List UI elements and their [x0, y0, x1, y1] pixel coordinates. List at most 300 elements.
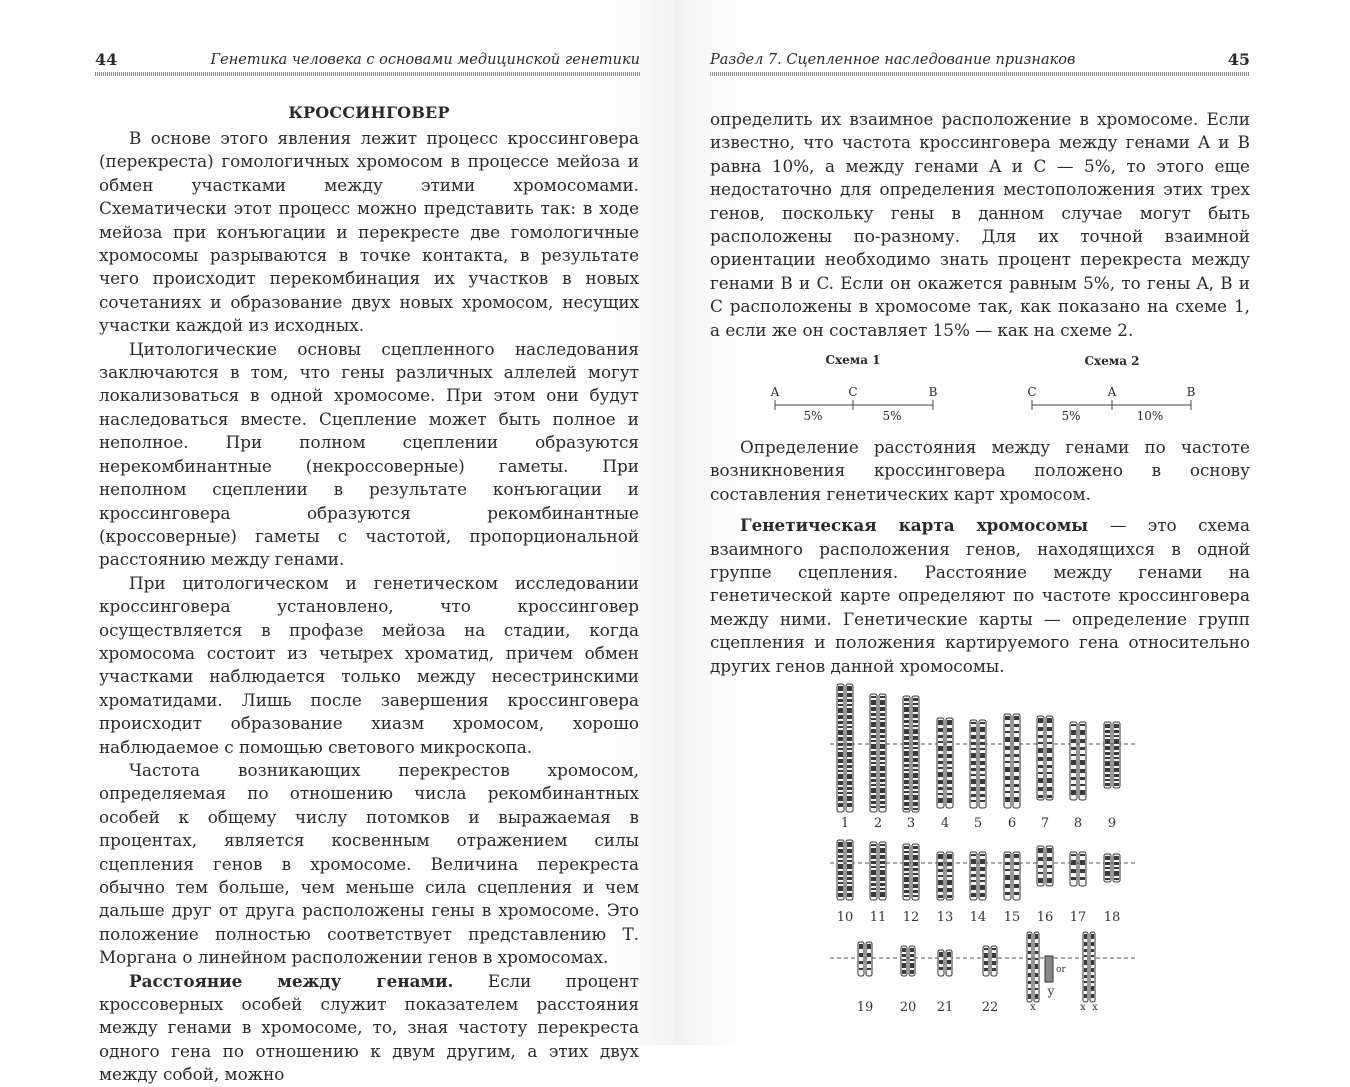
chromosome-band	[913, 877, 918, 882]
chromosome-band	[1035, 958, 1038, 960]
chromosome-band	[847, 849, 852, 853]
chromosome-band	[847, 752, 852, 757]
paragraph: определить их взаимное расположение в хромосоме. Если известно, что частота кроссинговера между генами A и B равна 10%, а между генами A и C — 5%, то этого еще недостаточно для определения местоположения этих трех генов, поскольку гены в данном случае могут быть расположены по-разному. Для их точной взаимной ориентации необходимо знать процент перекреста между генами B и C. Если он окажется равным 5%, то гены A, B и C расположены в хромосоме так, как показано на схеме 1, а если же он составляет 15% — как на схеме 2.	[710, 109, 1250, 340]
chromosome-band	[913, 851, 918, 853]
chromosome-band	[1071, 754, 1076, 756]
chromosome-band	[1071, 724, 1076, 726]
chromosome-band	[910, 963, 914, 968]
chromosome-band	[913, 751, 918, 756]
chromosome-band	[1084, 986, 1087, 991]
chromosome-band	[913, 729, 918, 734]
chromosome-band	[838, 871, 843, 875]
chromosome-band	[913, 873, 918, 875]
chromosome-number: 22	[981, 1000, 999, 1015]
chromosome-number: 16	[1036, 910, 1054, 925]
chromosome-band	[971, 867, 976, 871]
chromosome-band	[1084, 994, 1087, 998]
chromosome-band	[902, 963, 906, 968]
chromosome-band	[971, 859, 976, 864]
chromosome-band	[1028, 981, 1031, 984]
chromosome-band	[971, 727, 976, 732]
chromosome-band	[947, 798, 952, 803]
chromosome-band	[880, 744, 885, 749]
chromosome-band	[1047, 778, 1052, 783]
gene-label: C	[1027, 385, 1037, 399]
chromosome-group	[837, 684, 1120, 1002]
right-running-title: Раздел 7. Сцепленное наследование признаков	[710, 52, 1076, 68]
chromosome-band	[1005, 737, 1010, 742]
chromosome-band	[1005, 784, 1010, 787]
chromosome-band	[1091, 949, 1094, 952]
chromosome-band	[1114, 724, 1119, 728]
chromosome-band	[880, 883, 885, 886]
chromosome-band	[913, 802, 918, 806]
chromosome-band	[871, 806, 876, 808]
chromosome-band	[871, 740, 876, 742]
chromosome-band	[871, 718, 876, 720]
chromosome-pair	[858, 942, 872, 976]
karyotype-svg	[830, 678, 1150, 1018]
chromosome-band	[913, 780, 918, 784]
chromosome-band	[913, 707, 918, 712]
chromosome-band	[1114, 862, 1119, 865]
paragraph-rest: Если процент кроссоверных особей служит показателем расстояния между генами в хромосоме, то, зная частоту перекреста одного гена по отношению к двум другим, а этих двух между собой, можно	[99, 970, 639, 1085]
chromosome-band	[947, 767, 952, 769]
chromosome-band	[938, 862, 943, 866]
chromosome-band	[904, 855, 909, 860]
chromosome-band	[992, 968, 996, 971]
chromosome-band	[1038, 878, 1043, 883]
chromosome-band	[1014, 854, 1019, 858]
scheme-title: Схема 2	[1084, 354, 1140, 368]
chromosome-pair	[1037, 846, 1053, 886]
chromosome-band	[1114, 856, 1119, 860]
chromosome-band	[838, 737, 843, 741]
left-running-title: Генетика человека с основами медицинской генетики	[210, 52, 640, 68]
chromosome-band	[980, 735, 985, 739]
chromosome-band	[904, 873, 909, 875]
chromosome-band	[947, 780, 952, 784]
chromosome-band	[992, 948, 996, 950]
term-bold: Генетическая карта хромосомы	[740, 515, 1089, 536]
chromosome-band	[1084, 934, 1087, 939]
chromosome-band	[847, 743, 852, 746]
chromosome-band	[947, 952, 951, 957]
chromosome-band	[880, 795, 885, 799]
chromosome-band	[971, 735, 976, 739]
chromosome-band	[847, 730, 852, 735]
chromosome-pair	[1104, 854, 1120, 882]
chromosome-band	[913, 747, 918, 749]
chromosome-band	[904, 780, 909, 784]
chromosome-band	[880, 713, 885, 716]
chromosome-band	[904, 707, 909, 712]
chromosome-band	[1038, 718, 1043, 723]
right-page-number: 45	[1227, 50, 1250, 69]
chromosome-band	[913, 698, 918, 701]
chromosome-band	[984, 953, 988, 958]
chromosome-pair	[1070, 722, 1086, 800]
chromosome-band	[904, 758, 909, 762]
chromosome-band	[1080, 739, 1085, 743]
y-chromosome	[1045, 956, 1053, 982]
chromosome-number: 18	[1103, 910, 1121, 925]
chromosome-band	[980, 874, 985, 877]
chromosome-band	[838, 855, 843, 858]
chromosome-band	[1105, 768, 1110, 772]
chromosome-band	[1035, 981, 1038, 984]
chromosome-band	[902, 954, 906, 957]
chromosome-band	[871, 744, 876, 749]
chromosome-number: 19	[856, 1000, 874, 1015]
chromosome-band	[1047, 878, 1052, 883]
chromosome-band	[871, 766, 876, 771]
chromosome-band	[1038, 857, 1043, 861]
chromosome-band	[847, 693, 852, 697]
chromosome-band	[947, 854, 952, 859]
chromosome-band	[980, 742, 985, 745]
sex-chromosome-x	[1027, 932, 1039, 1002]
chromosome-band	[847, 787, 852, 790]
chromosome-band	[947, 895, 952, 898]
chromosome-band	[871, 735, 876, 738]
chromosome-band	[838, 704, 843, 706]
chromosome-band	[838, 770, 843, 772]
chromosome-band	[913, 773, 918, 778]
chromosome-band	[1105, 761, 1110, 766]
chromosome-band	[1035, 964, 1038, 969]
chromosome-band	[1105, 867, 1110, 869]
chromosome-band	[938, 880, 943, 885]
chromosome-band	[904, 698, 909, 701]
chromosome-band	[1038, 727, 1043, 731]
chromosome-band	[1005, 862, 1010, 865]
chromosome-band	[847, 759, 852, 763]
chromosome-band	[980, 854, 985, 856]
chromosome-band	[1091, 975, 1094, 978]
gene-label: C	[848, 385, 858, 399]
chromosome-band	[971, 748, 976, 750]
chromosome-band	[1038, 772, 1043, 774]
chromosome-band	[847, 855, 852, 858]
chromosome-band	[1047, 757, 1052, 761]
chromosome-band	[880, 855, 885, 859]
chromosome-band	[838, 842, 843, 847]
chromosome-pair	[970, 852, 986, 900]
chromosome-band	[847, 882, 852, 884]
chromosome-band	[1105, 856, 1110, 860]
chromosome-band	[992, 961, 996, 965]
chromosome-band	[947, 960, 951, 964]
right-page-text-lower	[710, 436, 1250, 678]
chromosome-band	[947, 875, 952, 877]
chromosome-band	[1084, 968, 1087, 972]
chromosome-band	[871, 779, 876, 782]
chromosome-band	[980, 753, 985, 758]
chromosome-band	[913, 703, 918, 705]
chromosome-band	[859, 944, 863, 949]
chromosome-band	[971, 800, 976, 802]
chromosome-band	[904, 736, 909, 740]
term-bold: Расстояние между генами.	[129, 970, 454, 991]
chromosome-band	[904, 751, 909, 756]
section-heading: КРОССИНГОВЕР	[288, 103, 450, 122]
chromosome-band	[980, 768, 985, 771]
chromosome-band	[938, 869, 943, 872]
chromosome-band	[1114, 774, 1119, 777]
chromosome-band	[971, 774, 976, 776]
chromosome-band	[1028, 943, 1031, 947]
chromosome-band	[913, 795, 918, 800]
chromosome-band	[1038, 765, 1043, 768]
chromosome-pair	[901, 946, 915, 976]
chromosome-number: 3	[906, 816, 916, 831]
chromosome-band	[1005, 875, 1010, 880]
chromosome-band	[947, 761, 952, 764]
chromosome-band	[1091, 986, 1094, 991]
chromosome-band	[880, 877, 885, 881]
chromosome-band	[904, 795, 909, 800]
chromosome-band	[1005, 892, 1010, 895]
chromosome-band	[1091, 981, 1094, 983]
chromosome-band	[1091, 960, 1094, 965]
chromosome-band	[971, 893, 976, 897]
chromosome-pair	[870, 842, 886, 900]
chromosome-band	[847, 864, 852, 869]
chromosome-band	[971, 753, 976, 758]
chromosome-band	[847, 726, 852, 728]
chromosome-band	[938, 728, 943, 732]
chromosome-band	[838, 765, 843, 768]
chromosome-band	[1014, 797, 1019, 802]
chromosome-band	[938, 798, 943, 803]
chromosome-band	[847, 765, 852, 768]
chromosome-band	[847, 871, 852, 875]
chromosome-band	[838, 715, 843, 719]
chromosome-band	[904, 773, 909, 778]
chromosome-band	[971, 779, 976, 784]
chromosome-band	[838, 781, 843, 785]
row3-labels	[857, 965, 1098, 1015]
chromosome-band	[871, 773, 876, 777]
chromosome-band	[871, 888, 876, 890]
chromosome-band	[1091, 942, 1094, 946]
chromosome-band	[938, 895, 943, 898]
chromosome-band	[880, 870, 885, 875]
chromosome-band	[847, 748, 852, 750]
chromosome-band	[1080, 769, 1085, 773]
chromosome-band	[880, 784, 885, 786]
chromosome-band	[838, 849, 843, 853]
chromosome-band	[902, 948, 906, 952]
left-page-number: 44	[95, 50, 118, 69]
chromosome-band	[871, 795, 876, 799]
chromosome-band	[939, 960, 943, 964]
chromosome-band	[1071, 777, 1076, 780]
chromosome-band	[1105, 730, 1110, 733]
chromosome-band	[838, 721, 843, 724]
paragraph: Частота возникающих перекрестов хромосом, определяемая по отношению числа рекомбинантных особей к общему числу потомков и выражаемая в процентах, является косвенным отражением силы сцепления генов в хромосоме. Величина перекреста обычно тем больше, чем меньше сила сцепления и чем дальше друг от друга расположены гены в хромосоме. Это положение полностью соответствует представлению Т. Моргана о линейном расположении генов в хромосомах.	[99, 759, 639, 968]
chromosome-band	[971, 742, 976, 745]
chromosome-band	[1014, 791, 1019, 793]
chromosome-band	[980, 800, 985, 802]
chromosome-band	[1080, 724, 1085, 726]
chromosome-band	[904, 802, 909, 806]
row2-labels	[837, 910, 1121, 925]
chromosome-number: 15	[1003, 910, 1021, 925]
chromosome-pair	[903, 844, 919, 900]
chromosome-band	[838, 699, 843, 702]
chromosome-band	[971, 761, 976, 765]
chromosome-band	[904, 846, 909, 849]
chromosome-band	[1014, 869, 1019, 871]
chromosome-band	[913, 725, 918, 727]
chromosome-band	[1014, 862, 1019, 865]
chromosome-band	[1105, 774, 1110, 777]
chromosome-band	[938, 746, 943, 751]
chromosome-band	[838, 886, 843, 891]
chromosome-number: 13	[936, 910, 954, 925]
chromosome-band	[838, 730, 843, 735]
chromosome-band	[913, 855, 918, 860]
chromosome-band	[947, 728, 952, 732]
chromosome-band	[1038, 865, 1043, 868]
chromosome-number: 10	[836, 910, 854, 925]
chromosome-band	[980, 859, 985, 864]
chromosome-number: 17	[1069, 910, 1087, 925]
chromosome-band	[913, 786, 918, 789]
chromosome-band	[980, 761, 985, 765]
chromosome-band	[904, 791, 909, 793]
chromosome-band	[1114, 752, 1119, 755]
chromosome-band	[971, 787, 976, 791]
chromosome-band	[847, 796, 852, 801]
chromosome-band	[880, 773, 885, 777]
chromosome-band	[904, 851, 909, 853]
chromosome-band	[910, 948, 914, 952]
chromosome-band	[871, 861, 876, 864]
chromosome-pair	[1070, 852, 1086, 886]
chromosome-band	[1114, 867, 1119, 869]
chromosome-band	[1071, 790, 1076, 795]
chromosome-band	[1105, 735, 1110, 737]
sex-chromosome-xx	[1083, 932, 1095, 1002]
chromosome-band	[1028, 988, 1031, 990]
chromosome-band	[984, 968, 988, 971]
chromosome-band	[939, 952, 943, 957]
chromosome-band	[1105, 779, 1110, 781]
sex-chromosome-label: x	[1030, 1002, 1036, 1013]
chromosome-band	[1080, 760, 1085, 765]
chromosome-band	[938, 772, 943, 777]
chromosome-band	[904, 703, 909, 705]
chromosome-band	[980, 748, 985, 750]
chromosome-band	[904, 884, 909, 888]
chromosome-pair	[837, 684, 853, 812]
chromosome-number: 4	[940, 816, 950, 831]
chromosome-band	[938, 754, 943, 758]
distance-label: 10%	[1136, 409, 1164, 423]
chromosome-number: 7	[1040, 816, 1050, 831]
chromosome-band	[913, 769, 918, 771]
chromosome-pair	[837, 840, 853, 900]
chromosome-band	[1005, 754, 1010, 757]
chromosome-band	[947, 967, 951, 970]
chromosome-number: 14	[969, 910, 987, 925]
chromosome-band	[947, 746, 952, 751]
chromosome-band	[871, 729, 876, 733]
chromosome-band	[1080, 784, 1085, 786]
chromosome-band	[1035, 943, 1038, 947]
chromosome-band	[867, 944, 871, 949]
chromosome-band	[938, 767, 943, 769]
chromosome-band	[980, 794, 985, 797]
chromosome-band	[992, 953, 996, 958]
chromosome-band	[913, 736, 918, 740]
sex-chromosome-label: x	[1080, 1002, 1086, 1013]
chromosome-band	[913, 764, 918, 767]
chromosome-band	[947, 772, 952, 777]
chromosome-band	[871, 707, 876, 711]
chromosome-band	[947, 754, 952, 758]
left-page-header	[95, 50, 640, 76]
chromosome-band	[1114, 757, 1119, 759]
chromosome-band	[1114, 878, 1119, 880]
chromosome-band	[938, 720, 943, 725]
chromosome-band	[980, 774, 985, 776]
chromosome-band	[947, 741, 952, 743]
chromosome-band	[980, 880, 985, 882]
chromosome-band	[1038, 872, 1043, 874]
chromosome-number: 20	[899, 1000, 917, 1015]
chromosome-band	[1080, 754, 1085, 756]
chromosome-band	[880, 866, 885, 868]
chromosome-band	[838, 860, 843, 862]
right-page	[675, 0, 1350, 1045]
chromosome-band	[1105, 757, 1110, 759]
gene-label: A	[1107, 385, 1117, 399]
chromosome-band	[871, 848, 876, 853]
chromosome-band	[1080, 777, 1085, 780]
chromosome-band	[938, 735, 943, 738]
row1-labels	[841, 816, 1116, 831]
chromosome-number: 6	[1007, 816, 1017, 831]
chromosome-band	[1114, 735, 1119, 737]
chromosome-band	[1071, 869, 1076, 873]
chromosome-band	[1047, 795, 1052, 798]
chromosome-band	[1091, 934, 1094, 939]
chromosome-band	[880, 729, 885, 733]
chromosome-band	[980, 787, 985, 791]
chromosome-band	[1080, 860, 1085, 865]
chromosome-band	[947, 869, 952, 872]
chromosome-band	[871, 877, 876, 881]
chromosome-band	[880, 801, 885, 804]
chromosome-band	[838, 759, 843, 763]
chromosome-band	[1114, 746, 1119, 750]
chromosome-band	[1105, 739, 1110, 744]
chromosome-band	[1047, 742, 1052, 744]
chromosome-band	[838, 708, 843, 713]
chromosome-band	[913, 884, 918, 888]
chromosome-band	[913, 720, 918, 723]
header-rule	[710, 72, 1250, 76]
gene-label: A	[770, 385, 780, 399]
chromosome-band	[904, 747, 909, 749]
chromosome-band	[980, 893, 985, 897]
chromosome-band	[1071, 769, 1076, 773]
chromosome-band	[913, 862, 918, 866]
